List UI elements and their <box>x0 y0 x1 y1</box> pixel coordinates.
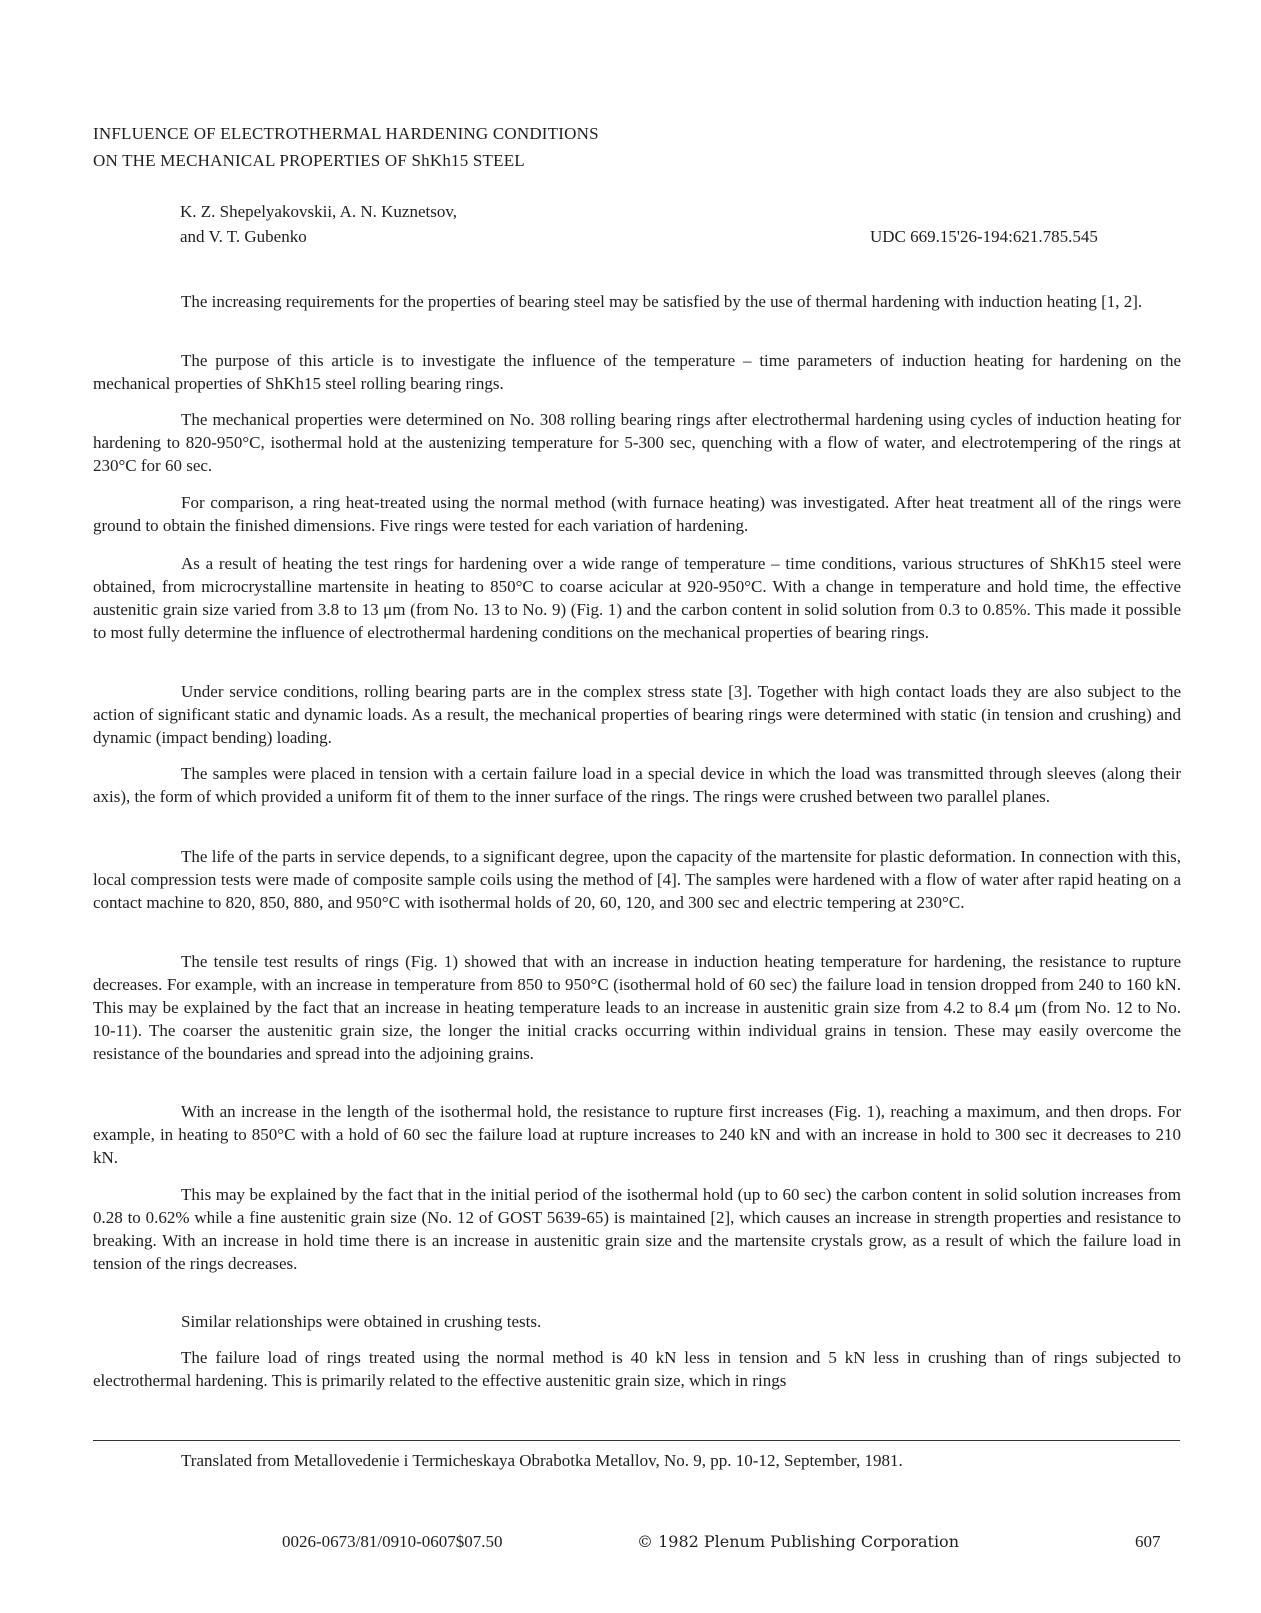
paragraph-1: The increasing requirements for the properties of bearing steel may be satisfied by the use of thermal hardening with induction heating [1, 2]. <box>181 292 1143 311</box>
authors <box>180 199 780 249</box>
article-title <box>93 120 1133 174</box>
paragraph-13: The failure load of rings treated using the normal method is 40 kN less in tension and 5 kN less in crushing than of rings subjected to electrothermal hardening. This is primarily related to the effective austenitic grain size, which in rings <box>93 1348 1181 1390</box>
paragraph-7: The samples were placed in tension with a certain failure load in a special device in which the load was transmitted through sleeves (along their axis), the form of which provided a uniform fit of them to the inner surface of the rings. The rings were crushed between two parallel planes. <box>93 764 1181 806</box>
paragraph-8: The life of the parts in service depends, to a significant degree, upon the capacity of the martensite for plastic deformation. In connection with this, local compression tests were made of composite sample coils using the method of [4]. The samples were hardened with a flow of water after rapid heating on a contact machine to 820, 850, 880, and 950°C with isothermal holds of 20, 60, 120, and 300 sec and electric tempering at 230°C. <box>93 847 1181 912</box>
paragraph-9: The tensile test results of rings (Fig. 1) showed that with an increase in induction heating temperature for hardening, the resistance to rupture decreases. For example, with an increase in temperature from 850 to 950°C (isothermal hold of 60 sec) the failure load in tension dropped from 240 to 160 kN. This may be explained by the fact that an increase in heating temperature leads to an increase in austenitic grain size from 4.2 to 8.4 μm (from No. 12 to No. 10-11). The coarser the austenitic grain size, the longer the initial cracks occurring within individual grains in tension. These may easily overcome the resistance of the boundaries and spread into the adjoining grains. <box>93 952 1181 1063</box>
paragraph-6: Under service conditions, rolling bearing parts are in the complex stress state [3]. Together with high contact loads they are also subject to the action of significant static and dynamic loads. As a result, the mechanical properties of bearing rings were determined with static (in tension and crushing) and dynamic (impact bending) loading. <box>93 682 1181 747</box>
title-line-1: INFLUENCE OF ELECTROTHERMAL HARDENING CONDITIONS <box>93 124 599 143</box>
paragraph-5: As a result of heating the test rings for hardening over a wide range of temperature – time conditions, various structures of ShKh15 steel were obtained, from microcrystalline martensite in heating to 850°C to coarse acicular at 920-950°C. With a change in temperature and hold time, the effective austenitic grain size varied from 3.8 to 13 μm (from No. 13 to No. 9) (Fig. 1) and the carbon content in solid solution from 0.3 to 0.85%. This made it possible to most fully determine the influence of electrothermal hardening conditions on the mechanical properties of bearing rings. <box>93 554 1181 642</box>
udc-code: UDC 669.15'26-194:621.785.545 <box>870 227 1098 246</box>
authors-line-2: and V. T. Gubenko <box>180 227 307 246</box>
translation-footnote: Translated from Metallovedenie i Termicheskaya Obrabotka Metallov, No. 9, pp. 10-12, September, 1981. <box>181 1451 903 1470</box>
footnote-divider <box>93 1440 1180 1441</box>
authors-line-1: K. Z. Shepelyakovskii, A. N. Kuznetsov, <box>180 202 458 221</box>
paragraph-3: The mechanical properties were determined on No. 308 rolling bearing rings after electrothermal hardening using cycles of induction heating for hardening to 820-950°C, isothermal hold at the austenizing temperature for 5-300 sec, quenching with a flow of water, and electrotempering of the rings at 230°C for 60 sec. <box>93 410 1181 475</box>
title-line-2: ON THE MECHANICAL PROPERTIES OF ShKh15 STEEL <box>93 151 525 170</box>
paragraph-2: The purpose of this article is to investigate the influence of the temperature – time parameters of induction heating for hardening on the mechanical properties of ShKh15 steel rolling bearing rings. <box>93 351 1181 393</box>
page-number: 607 <box>1135 1532 1161 1551</box>
copyright-notice: © 1982 Plenum Publishing Corporation <box>637 1532 959 1551</box>
article-code: 0026-0673/81/0910-0607$07.50 <box>282 1532 503 1551</box>
paragraph-4: For comparison, a ring heat-treated using the normal method (with furnace heating) was investigated. After heat treatment all of the rings were ground to obtain the finished dimensions. Five rings were tested for each variation of hardening. <box>93 493 1181 535</box>
paragraph-12: Similar relationships were obtained in crushing tests. <box>181 1312 542 1331</box>
paragraph-11: This may be explained by the fact that in the initial period of the isothermal hold (up to 60 sec) the carbon content in solid solution increases from 0.28 to 0.62% while a fine austenitic grain size (No. 12 of GOST 5639-65) is maintained [2], which causes an increase in strength properties and resistance to breaking. With an increase in hold time there is an increase in austenitic grain size and the martensite crystals grow, as a result of which the failure load in tension of the rings decreases. <box>93 1185 1181 1273</box>
paragraph-10: With an increase in the length of the isothermal hold, the resistance to rupture first increases (Fig. 1), reaching a maximum, and then drops. For example, in heating to 850°C with a hold of 60 sec the failure load at rupture increases to 240 kN and with an increase in hold to 300 sec it decreases to 210 kN. <box>93 1102 1181 1167</box>
